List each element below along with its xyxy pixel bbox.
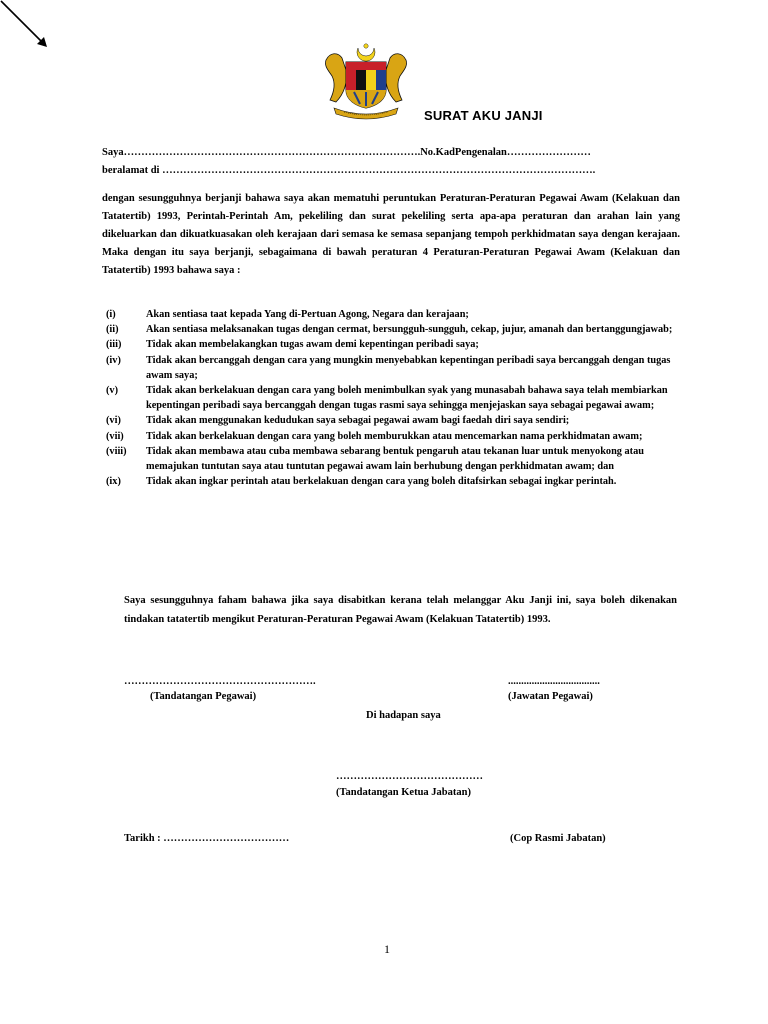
- list-item: [106, 413, 676, 428]
- list-item: [106, 337, 676, 352]
- list-item: [106, 444, 676, 474]
- pledge-text: Tidak akan bercanggah dengan cara yang mungkin menyebabkan kepentingan peribadi saya bercanggah dengan tugas awam saya;: [146, 354, 671, 381]
- pledge-text: Akan sentiasa melaksanakan tugas dengan cermat, bersungguh-sungguh, cekap, jujur, amanah dan bertanggungjawab;: [146, 324, 673, 336]
- saya-field-line[interactable]: Saya………………………………………………………………………….No.KadPengenalan……………………: [102, 147, 591, 158]
- pledge-text: Tidak akan membawa atau cuba membawa sebarang bentuk pengaruh atau tekanan luar untuk menyokong atau memajukan tuntutan saya atau tuntutan pegawai awam lain berhubung dengan perkhidmatan awam; dan: [146, 445, 644, 473]
- jata-negara-crest-icon: [320, 42, 412, 122]
- pledge-number: (i): [106, 309, 116, 320]
- pledge-number: (ii): [106, 324, 119, 336]
- pledge-list: [106, 307, 676, 489]
- jawatan-label: (Jawatan Pegawai): [508, 691, 593, 702]
- pledge-number: (ix): [106, 476, 121, 488]
- closing-paragraph: Saya sesungguhnya faham bahawa jika saya disabitkan kerana telah melanggar Aku Janji ini, saya boleh dikenakan tindakan tatatertib mengikut Peraturan-Peraturan Pegawai Awam (Kelakuan Tatatertib) 1993.: [124, 595, 677, 625]
- page-number: 1: [384, 942, 390, 956]
- pledge-text: Tidak akan menggunakan kedudukan saya sebagai pegawai awam bagi faedah diri saya sendiri;: [146, 415, 570, 427]
- list-item: [106, 322, 676, 337]
- pledge-number: (v): [106, 385, 119, 397]
- pledge-number: (iv): [106, 354, 121, 366]
- pledge-text: Akan sentiasa taat kepada Yang di-Pertuan Agong, Negara dan kerajaan;: [146, 309, 469, 320]
- tarikh-field[interactable]: Tarikh : ………………………………: [124, 833, 290, 844]
- pledge-text: Tidak akan berkelakuan dengan cara yang boleh memburukkan atau mencemarkan nama perkhidmatan awam;: [146, 430, 643, 442]
- list-item: [106, 429, 676, 444]
- arrow-icon: [0, 0, 52, 52]
- pegawai-signature-label: (Tandatangan Pegawai): [150, 691, 257, 702]
- pledge-number: (viii): [106, 445, 127, 457]
- cop-rasmi-label: (Cop Rasmi Jabatan): [510, 833, 606, 844]
- list-item: [106, 307, 676, 322]
- di-hadapan-label: Di hadapan saya: [366, 710, 441, 721]
- list-item: [106, 353, 676, 383]
- jawatan-line[interactable]: ...................................: [508, 676, 600, 687]
- pledge-text: Tidak akan membelakangkan tugas awam demi kepentingan peribadi saya;: [146, 339, 479, 351]
- pledge-number: (iii): [106, 339, 122, 351]
- list-item: [106, 383, 676, 413]
- ketua-signature-line[interactable]: ……………………………………: [336, 771, 483, 782]
- list-item: [106, 474, 676, 489]
- pledge-text: Tidak akan ingkar perintah atau berkelakuan dengan cara yang boleh ditafsirkan sebagai ingkar perintah.: [146, 476, 617, 488]
- pledge-number: (vi): [106, 415, 121, 427]
- document-title: SURAT AKU JANJI: [424, 108, 543, 123]
- ketua-signature-label: (Tandatangan Ketua Jabatan): [336, 787, 471, 798]
- alamat-field-line[interactable]: beralamat di …………………………………………………………………………………………………………….: [102, 165, 596, 176]
- intro-paragraph: dengan sesungguhnya berjanji bahawa saya akan mematuhi peruntukan Peraturan-Peraturan Pegawai Awam (Kelakuan dan Tatatertib) 1993, Perintah-Perintah Am, pekeliling dan surat pekeliling serta apa-apa peraturan dan arahan lain yang dikeluarkan dan dikuatkuasakan oleh kerajaan dari semasa ke semasa sepanjang tempoh perkhidmatan saya dengan kerajaan. Maka dengan itu saya berjanji, sebagaimana di bawah peraturan 4 Peraturan-Peraturan Pegawai Awam (Kelakuan dan Tatatertib) 1993 bahawa saya :: [102, 193, 680, 276]
- pegawai-signature-line[interactable]: ……………………………………………….: [124, 676, 316, 687]
- pledge-text: Tidak akan berkelakuan dengan cara yang boleh menimbulkan syak yang munasabah bahawa saya telah membiarkan kepentingan peribadi saya bercanggah dengan tugas rasmi saya sehingga menjejaskan saya sebagai pegawai awam;: [146, 385, 668, 412]
- pledge-number: (vii): [106, 430, 124, 442]
